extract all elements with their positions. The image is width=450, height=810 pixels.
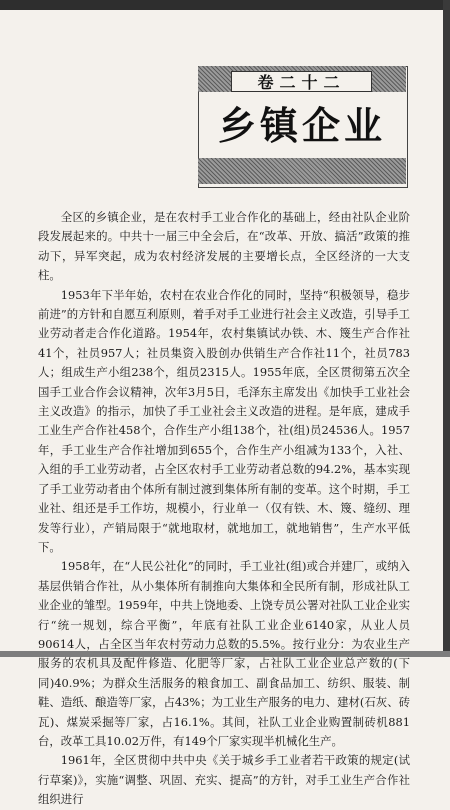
scan-edge-top (0, 0, 450, 10)
title-band-bottom (198, 158, 406, 184)
body-text (38, 208, 410, 810)
volume-plate (231, 71, 372, 92)
paragraph: 1958年，在“人民公社化”的同时，手工业社(组)或合并建厂，或纳入基层供销合作社，从小集体所有制推向大集体和全民所有制，形成社队工业企业的雏型。1959年，中共上饶地委、上饶专员公署对社队工业企业实行“统一规划，综合平衡”，年底有社队工业企业6140家，从业人员90614人，占全区当年农村劳动力总数的5.5%。按行业分：为农业生产服务的农机具及配件修造、化肥等厂家，占社队工业企业总产数的(下同)40.9%；为群众生活服务的粮食加工、副食品加工、纺织、服装、制鞋、造纸、酿造等厂家，占43%；为工业生产服务的电力、建材(石灰、砖瓦)、煤炭采掘等厂家，占16.1%。其间，社队工业企业购置制砖机881台，改革工具10.02万件，有149个厂家实现半机械化生产。 (38, 559, 410, 748)
scan-edge-right (443, 0, 450, 657)
chapter-title: 乡镇企业 (217, 104, 386, 148)
volume-label: 卷二十二 (257, 73, 346, 92)
paragraph: 1961年，全区贯彻中共中央《关于城乡手工业者若干政策的规定(试行草案)》，实施“调整、巩固、充实、提高”的方针，对手工业生产合作社组织进行 (38, 753, 410, 807)
paragraph: 全区的乡镇企业，是在农村手工业合作化的基础上，经由社队企业阶段发展起来的。中共十一届三中全会后，在“改革、开放、搞活”政策的推动下，异军突起，成为农村经济发展的主要增长点，全区经济的一大支柱。 (38, 210, 410, 283)
paragraph: 1953年下半年始，农村在农业合作化的同时，坚持“积极领导，稳步前进”的方针和自愿互利原则，着手对手工业进行社会主义改造，引导手工业劳动者走合作化道路。1954年，农村集镇试办铁、木、篾生产合作社41个，社员957人；社员集资入股创办供销生产合作社11个，社员783人；组成生产小组238个，组员2315人。1955年底，全区贯彻第五次全国手工业合作会议精神，次年3月5日，毛泽东主席发出《加快手工业社会主义改造》的指示，加快了手工业社会主义改造的进程。是年底，建成手工业生产合作社458个，合作生产小组138个，社(组)员24536人。1957年，手工业生产合作社增加到655个，合作生产小组减为133个，入社、入组的手工业劳动者，占全区农村手工业劳动者总数的94.2%，基本实现了手工业劳动者由个体所有制过渡到集体所有制的变革。这个时期，手工业社、组还是手工作坊，规模小，行业单一（仅有铁、木、篾、缝纫、理发等行业），产销局限于“就地取材，就地加工，就地销售”，生产水平低下。 (38, 287, 410, 554)
